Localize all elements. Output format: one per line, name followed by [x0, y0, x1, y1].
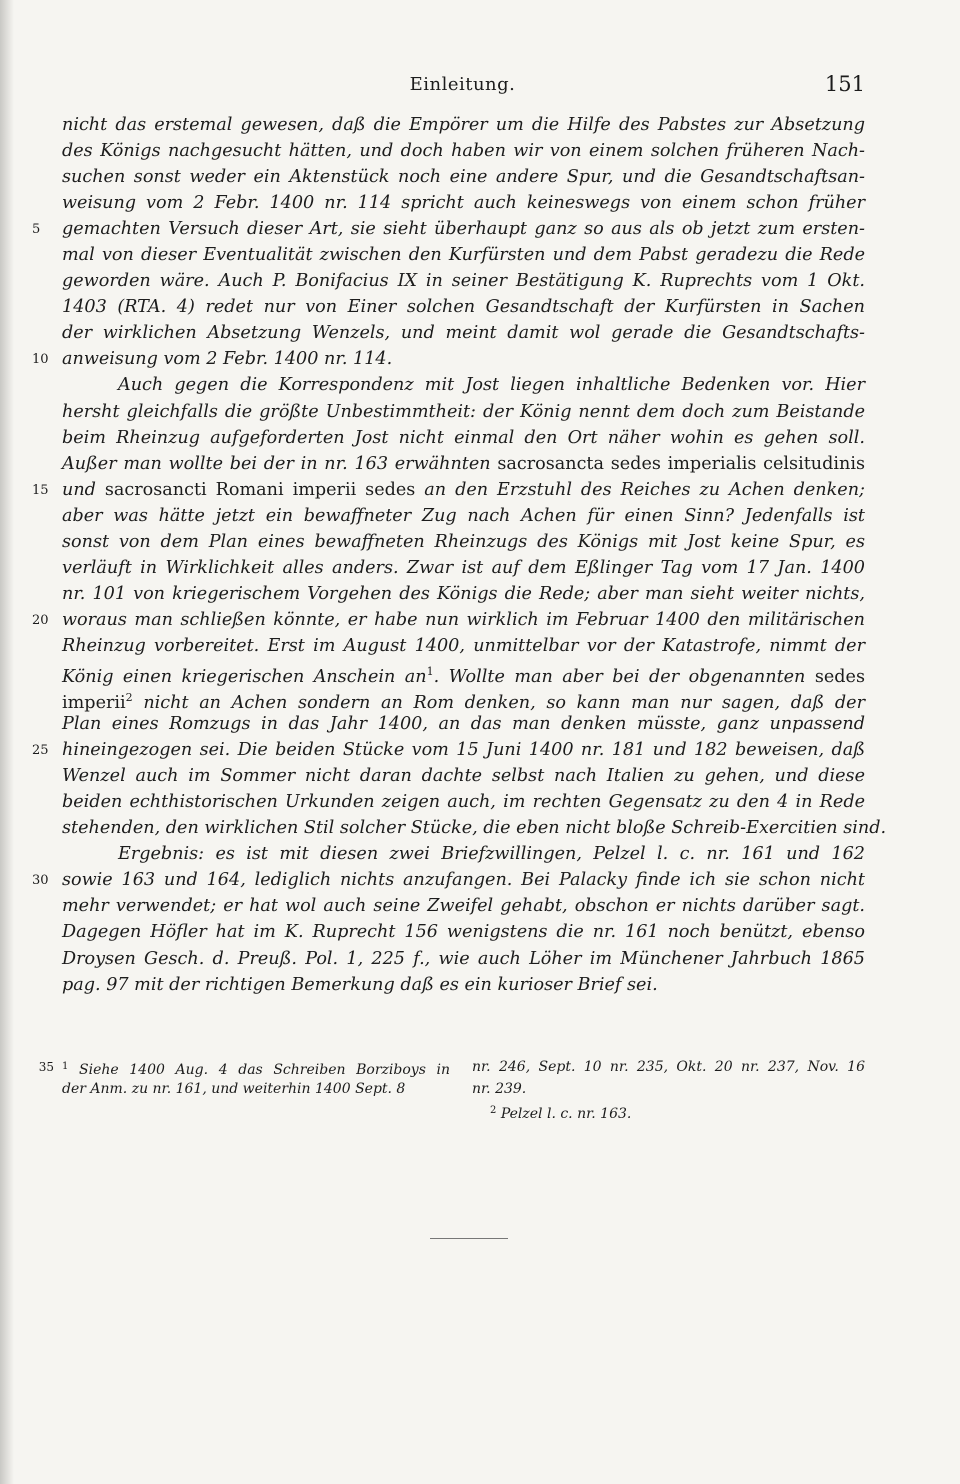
- line-number: 10: [32, 352, 49, 368]
- line-text: sowie 163 und 164, lediglich nichts anzufangen. Bei Palacky finde ich sie schon nicht: [62, 870, 865, 891]
- footnote-line: [472, 1078, 865, 1100]
- footnote-column-right: [472, 1056, 865, 1122]
- line-text: beiden echthistorischen Urkunden zeigen auch, im rechten Gegensatz zu den 4 in Rede: [62, 792, 865, 813]
- text-line: [62, 685, 865, 714]
- footnote-line: [472, 1100, 865, 1122]
- text-line: [62, 399, 865, 425]
- line-text: mehr verwendet; er hat wol auch seine Zweifel gehabt, obschon er nichts darüber sagt.: [62, 896, 865, 917]
- latin-quote: sacrosancti Romani imperii sedes: [104, 479, 416, 500]
- line-text: und: [62, 479, 105, 500]
- text-line: [62, 242, 865, 268]
- line-text: hineingezogen sei. Die beiden Stücke vom 15 Juni 1400 nr. 181 und 182 beweisen, daß: [62, 740, 865, 761]
- line-text: stehenden, den wirklichen Stil solcher Stücke, die eben nicht bloße Schreib-Exercitien sind.: [62, 818, 887, 839]
- footnote-text: nr. 246, Sept. 10 nr. 235, Okt. 20 nr. 237, Nov. 16: [472, 1059, 865, 1075]
- text-line: [62, 555, 865, 581]
- footnote-text: Siehe 1400 Aug. 4 das Schreiben Borziboys in: [68, 1062, 450, 1078]
- text-line: [62, 711, 865, 737]
- text-line: [62, 581, 865, 607]
- text-line: [62, 320, 865, 346]
- line-text: hersht gleichfalls die größte Unbestimmtheit: der König nennt dem doch zum Beistande: [62, 401, 865, 422]
- line-text: mal von dieser Eventualität zwischen den Kurfürsten und dem Pabst geradezu die Rede: [62, 245, 865, 266]
- line-text: suchen sonst weder ein Aktenstück noch eine andere Spur, und die Gesandtschaftsan-: [62, 167, 865, 188]
- footnote-text: Pelzel l. c. nr. 163.: [496, 1106, 632, 1122]
- line-text: Auch gegen die Korrespondenz mit Jost liegen inhaltliche Bedenken vor. Hier: [118, 375, 865, 396]
- line-text: Droysen Gesch. d. Preuß. Pol. 1, 225 f., wie auch Löher im Münchener Jahrbuch 1865: [62, 948, 865, 969]
- text-line: [32, 607, 865, 633]
- line-text: nicht an Achen sondern an Rom denken, so kann man nur sagen, daß der: [132, 693, 865, 714]
- line-text: . Wollte man aber bei der obgenannten: [433, 666, 815, 687]
- line-number: 15: [32, 482, 49, 498]
- latin-quote: imperii: [62, 693, 126, 714]
- footnote-column-left: [62, 1056, 450, 1100]
- footnote-line: [62, 1056, 450, 1078]
- footnote-text: nr. 239.: [472, 1081, 527, 1097]
- line-text: aber was hätte jetzt ein bewaffneter Zug nach Achen für einen Sinn? Jedenfalls ist: [62, 505, 865, 526]
- line-text: gemachten Versuch dieser Art, sie sieht überhaupt ganz so aus als ob jetzt zum ersten-: [62, 219, 865, 240]
- footnote-line: [472, 1056, 865, 1078]
- text-line: [62, 425, 865, 451]
- text-line: [62, 789, 865, 815]
- text-line: [32, 737, 865, 763]
- footnotes: [38, 1056, 865, 1136]
- text-line: [62, 372, 865, 398]
- text-line: [62, 841, 865, 867]
- text-line: [62, 529, 865, 555]
- footnote-text: der Anm. zu nr. 161, und weiterhin 1400 Sept. 8: [62, 1081, 406, 1097]
- line-text: beim Rheinzug aufgeforderten Jost nicht einmal den Ort näher wohin es gehen soll.: [62, 427, 865, 448]
- line-text: 1403 (RTA. 4) redet nur von Einer solchen Gesandtschaft der Kurfürsten in Sachen: [62, 297, 865, 318]
- text-line: [62, 164, 865, 190]
- text-line: [62, 972, 865, 998]
- line-text: Rheinzug vorbereitet. Erst im August 1400, unmittelbar vor der Katastrofe, nimmt der: [62, 635, 865, 656]
- text-line: [62, 451, 865, 477]
- text-line: [62, 112, 865, 138]
- running-title: Einleitung.: [409, 74, 516, 95]
- footnote-line-number: 35: [38, 1060, 54, 1074]
- line-text: anweisung vom 2 Febr. 1400 nr. 114.: [62, 349, 393, 370]
- text-line: [32, 477, 865, 503]
- line-text: Ergebnis: es ist mit diesen zwei Briefzwillingen, Pelzel l. c. nr. 161 und 162: [118, 844, 865, 865]
- latin-quote: sacrosancta sedes imperialis celsitudinis: [497, 453, 865, 474]
- line-text: König einen kriegerischen Anschein an: [62, 666, 427, 687]
- page-edge-shadow: [0, 0, 14, 1484]
- footnote-marker: 1: [62, 1061, 69, 1072]
- footnote-line: [62, 1078, 450, 1100]
- line-text: weisung vom 2 Febr. 1400 nr. 114 spricht auch keineswegs von einem schon früher: [62, 193, 865, 214]
- line-text: woraus man schließen könnte, er habe nun wirklich im Februar 1400 den militärischen: [62, 609, 865, 630]
- line-text: verläuft in Wirklichkeit alles anders. Zwar ist auf dem Eßlinger Tag vom 17 Jan. 1400: [62, 557, 865, 578]
- line-text: pag. 97 mit der richtigen Bemerkung daß es ein kurioser Brief sei.: [62, 974, 658, 995]
- end-rule: [430, 1238, 508, 1239]
- main-text: [32, 112, 887, 998]
- line-number: 30: [32, 873, 49, 889]
- text-line: [62, 633, 865, 659]
- text-line: [62, 268, 865, 294]
- text-line: [62, 190, 865, 216]
- line-text: Plan eines Romzugs in das Jahr 1400, an das man denken müsste, ganz unpassend: [62, 714, 865, 735]
- text-line: [32, 867, 865, 893]
- line-text: Außer man wollte bei der in nr. 163 erwähnten: [62, 453, 498, 474]
- line-text: Wenzel auch im Sommer nicht daran dachte selbst nach Italien zu gehen, und diese: [62, 766, 865, 787]
- line-text: sonst von dem Plan eines bewaffneten Rheinzugs des Königs mit Jost keine Spur, es: [62, 531, 865, 552]
- line-text: an den Erzstuhl des Reiches zu Achen denken;: [415, 479, 865, 500]
- footnote-marker: 2: [490, 1105, 497, 1116]
- text-line: [62, 763, 865, 789]
- footnote-marker: 1: [426, 664, 434, 678]
- line-text: nicht das erstemal gewesen, daß die Empörer um die Hilfe des Pabstes zur Absetzung: [62, 115, 865, 135]
- text-line: [62, 815, 887, 841]
- line-number: 20: [32, 612, 49, 628]
- line-text: des Königs nachgesucht hätten, und doch haben wir von einem solchen früheren Nach-: [62, 141, 865, 162]
- text-line: [62, 503, 865, 529]
- text-line: [62, 294, 865, 320]
- footnote-marker: 2: [125, 691, 133, 705]
- text-line: [32, 216, 865, 242]
- text-line: [62, 946, 865, 972]
- line-number: 25: [32, 743, 49, 759]
- line-text: der wirklichen Absetzung Wenzels, und meint damit wol gerade die Gesandtschafts-: [62, 323, 865, 344]
- line-number: 5: [32, 222, 41, 238]
- line-text: Dagegen Höfler hat im K. Ruprecht 156 wenigstens die nr. 161 noch benützt, ebenso: [62, 922, 865, 943]
- line-text: geworden wäre. Auch P. Bonifacius IX in seiner Bestätigung K. Ruprechts vom 1 Okt.: [62, 271, 865, 292]
- page-number: 151: [824, 72, 865, 96]
- text-line: [32, 346, 865, 372]
- text-line: [62, 138, 865, 164]
- page-header: [60, 72, 865, 102]
- text-line: [62, 659, 865, 685]
- text-line: [62, 893, 865, 919]
- latin-quote: sedes: [814, 666, 865, 687]
- text-line: [62, 919, 865, 945]
- line-text: nr. 101 von kriegerischem Vorgehen des Königs die Rede; aber man sieht weiter nichts,: [62, 583, 865, 604]
